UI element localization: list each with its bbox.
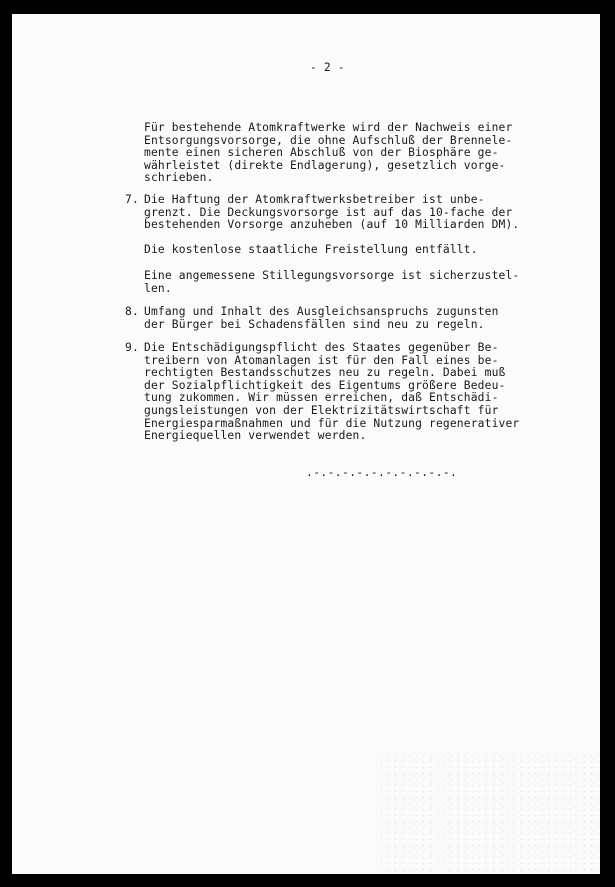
item-8-paragraph-1: Umfang und Inhalt des Ausgleichsanspruchs zugunsten der Bürger bei Schadensfällen sind neu zu regeln.	[144, 305, 499, 331]
item-number: 8.	[125, 305, 139, 318]
scan-noise	[380, 754, 600, 874]
item-7-paragraph-3: Eine angemessene Stillegungsvorsorge ist sicherzustel- len.	[144, 269, 520, 295]
item-7-paragraph-2: Die kostenlose staatliche Freistellung entfällt.	[144, 243, 478, 256]
item-7-paragraph-1: Die Haftung der Atomkraftwerksbetreiber ist unbe- grenzt. Die Deckungsvorsorge ist auf das 10-fache der bestehenden Vorsorge anzuheben (auf 10 Milliarden DM).	[144, 193, 520, 232]
page-number: - 2 -	[310, 61, 345, 74]
item-number: 7.	[125, 193, 139, 206]
document-page	[12, 14, 600, 874]
closing-dash-rule: .-.-.-.-.-.-.-.-.-.-.	[306, 466, 458, 479]
item-number: 9.	[125, 341, 139, 354]
item-9-paragraph-1: Die Entschädigungspflicht des Staates gegenüber Be- treibern von Atomanlagen ist für den Fall eines be- rechtigten Bestandsschutzes neu zu regeln. Dabei muß der Sozialpflichtigkeit des Eigentums größere Bedeu- tung zukommen. Wir müssen erreichen, daß Entschädi- gungsleistungen von der Elektrizitätswirtschaft für Energiesparmaßnahmen und für die Nutzung regenerativer Energiequellen verwendet werden.	[144, 341, 520, 443]
intro-paragraph: Für bestehende Atomkraftwerke wird der Nachweis einer Entsorgungsvorsorge, die ohne Aufschluß der Brennele- mente einen sicheren Abschluß von der Biosphäre ge- währleistet (direkte Endlagerung), gesetzlich vorge- schrieben.	[144, 121, 513, 185]
